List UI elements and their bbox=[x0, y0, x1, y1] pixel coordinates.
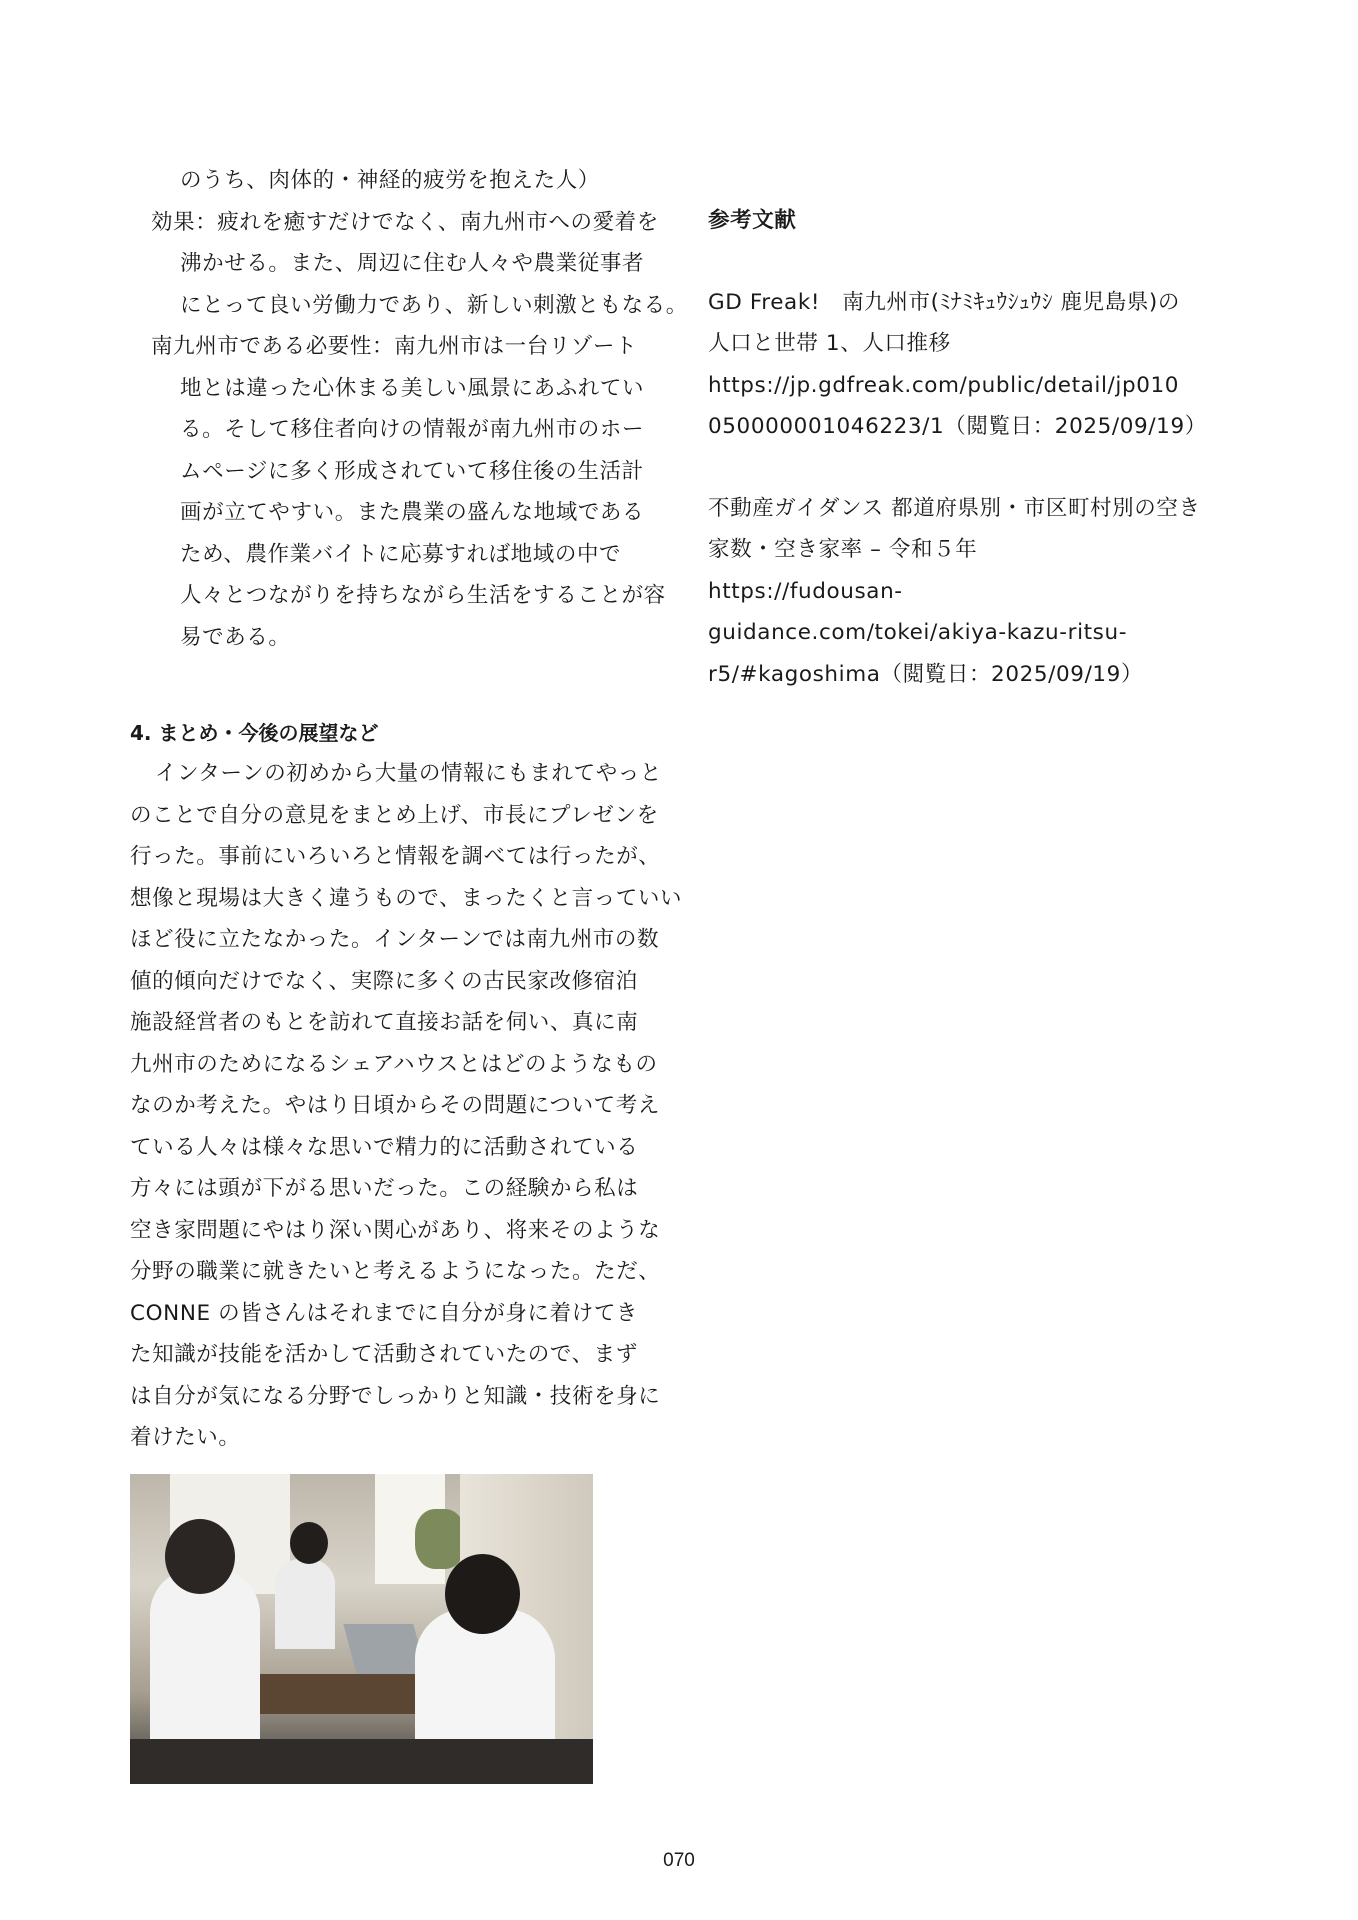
paragraph-line: 空き家問題にやはり深い関心があり、将来そのような bbox=[130, 1217, 661, 1243]
paragraph-line: た知識が技能を活かして活動されていたので、まず bbox=[130, 1342, 638, 1367]
paragraph-line: 九州市のためになるシェアハウスとはどのようなもの bbox=[130, 1051, 658, 1077]
paragraph-line: ている人々は様々な思いで精力的に活動されている bbox=[130, 1134, 639, 1160]
reference-url[interactable]: https://jp.gdfreak.com/public/detail/jp010 bbox=[708, 372, 1180, 398]
paragraph-line: 分野の職業に就きたいと考えるようになった。ただ、 bbox=[130, 1259, 661, 1284]
list-line: 南九州市である必要性：南九州市は一台リゾート bbox=[151, 334, 638, 359]
paragraph-line: は自分が気になる分野でしっかりと知識・技術を身に bbox=[130, 1383, 661, 1409]
meeting-photo bbox=[130, 1474, 593, 1784]
reference-line: 人口と世帯 1、人口推移 bbox=[708, 331, 951, 356]
list-line: 易である。 bbox=[180, 624, 291, 650]
paragraph-line: 行った。事前にいろいろと情報を調べては行ったが、 bbox=[130, 844, 661, 869]
description-list bbox=[130, 160, 688, 658]
left-column bbox=[130, 160, 688, 1459]
reference-url[interactable]: https://fudousan- bbox=[708, 578, 903, 604]
summary-paragraph bbox=[130, 753, 683, 1459]
reference-url[interactable]: guidance.com/tokei/akiya-kazu-ritsu- bbox=[708, 620, 1128, 645]
list-line: 効果：疲れを癒すだけでなく、南九州市への愛着を bbox=[151, 209, 659, 235]
reference-line: 不動産ガイダンス 都道府県別・市区町村別の空き bbox=[708, 495, 1201, 521]
paragraph-line: 値的傾向だけでなく、実際に多くの古民家改修宿泊 bbox=[130, 968, 638, 994]
list-line: 画が立てやすい。また農業の盛んな地域である bbox=[180, 500, 645, 525]
reference-url[interactable]: 050000001046223/1（閲覧日：2025/09/19） bbox=[708, 414, 1207, 439]
references-column bbox=[708, 200, 1268, 695]
reference-entry bbox=[708, 282, 1268, 448]
paragraph-line: CONNE の皆さんはそれまでに自分が身に着けてき bbox=[130, 1300, 639, 1326]
section-heading: 4. まとめ・今後の展望など bbox=[130, 721, 379, 745]
list-line: にとって良い労働力であり、新しい刺激ともなる。 bbox=[180, 292, 688, 318]
list-line: ムページに多く形成されていて移住後の生活計 bbox=[180, 458, 644, 484]
paragraph-line: 想像と現場は大きく違うもので、まったくと言っていい bbox=[130, 885, 683, 911]
paragraph-line: ほど役に立たなかった。インターンでは南九州市の数 bbox=[130, 927, 660, 952]
list-line: 地とは違った心休まる美しい風景にあふれてい bbox=[180, 375, 645, 401]
reference-url[interactable]: r5/#kagoshima（閲覧日：2025/09/19） bbox=[708, 661, 1144, 687]
paragraph-line: 方々には頭が下がる思いだった。この経験から私は bbox=[130, 1176, 639, 1201]
reference-entry bbox=[708, 488, 1268, 696]
list-line: 沸かせる。また、周辺に住む人々や農業従事者 bbox=[180, 251, 645, 276]
list-line: る。そして移住者向けの情報が南九州市のホー bbox=[180, 417, 645, 442]
list-line: のうち、肉体的・神経的疲労を抱えた人） bbox=[180, 168, 600, 193]
list-line: 人々とつながりを持ちながら生活をすることが容 bbox=[180, 583, 666, 608]
reference-line: GD Freak! 南九州市(ﾐﾅﾐｷｭｳｼｭｳｼ 鹿児島県)の bbox=[708, 289, 1181, 315]
list-line: ため、農作業バイトに応募すれば地域の中で bbox=[180, 541, 622, 567]
paragraph-line: 着けたい。 bbox=[130, 1425, 241, 1450]
paragraph-line: なのか考えた。やはり日頃からその問題について考え bbox=[130, 1093, 660, 1118]
page-number: 070 bbox=[663, 1850, 695, 1871]
paragraph-line: 施設経営者のもとを訪れて直接お話を伺い、真に南 bbox=[130, 1010, 639, 1035]
paragraph-line: インターンの初めから大量の情報にもまれてやっと bbox=[155, 761, 663, 786]
reference-line: 家数・空き家率 – 令和５年 bbox=[708, 537, 978, 562]
references-heading: 参考文献 bbox=[708, 208, 797, 233]
paragraph-line: のことで自分の意見をまとめ上げ、市長にプレゼンを bbox=[130, 802, 659, 828]
